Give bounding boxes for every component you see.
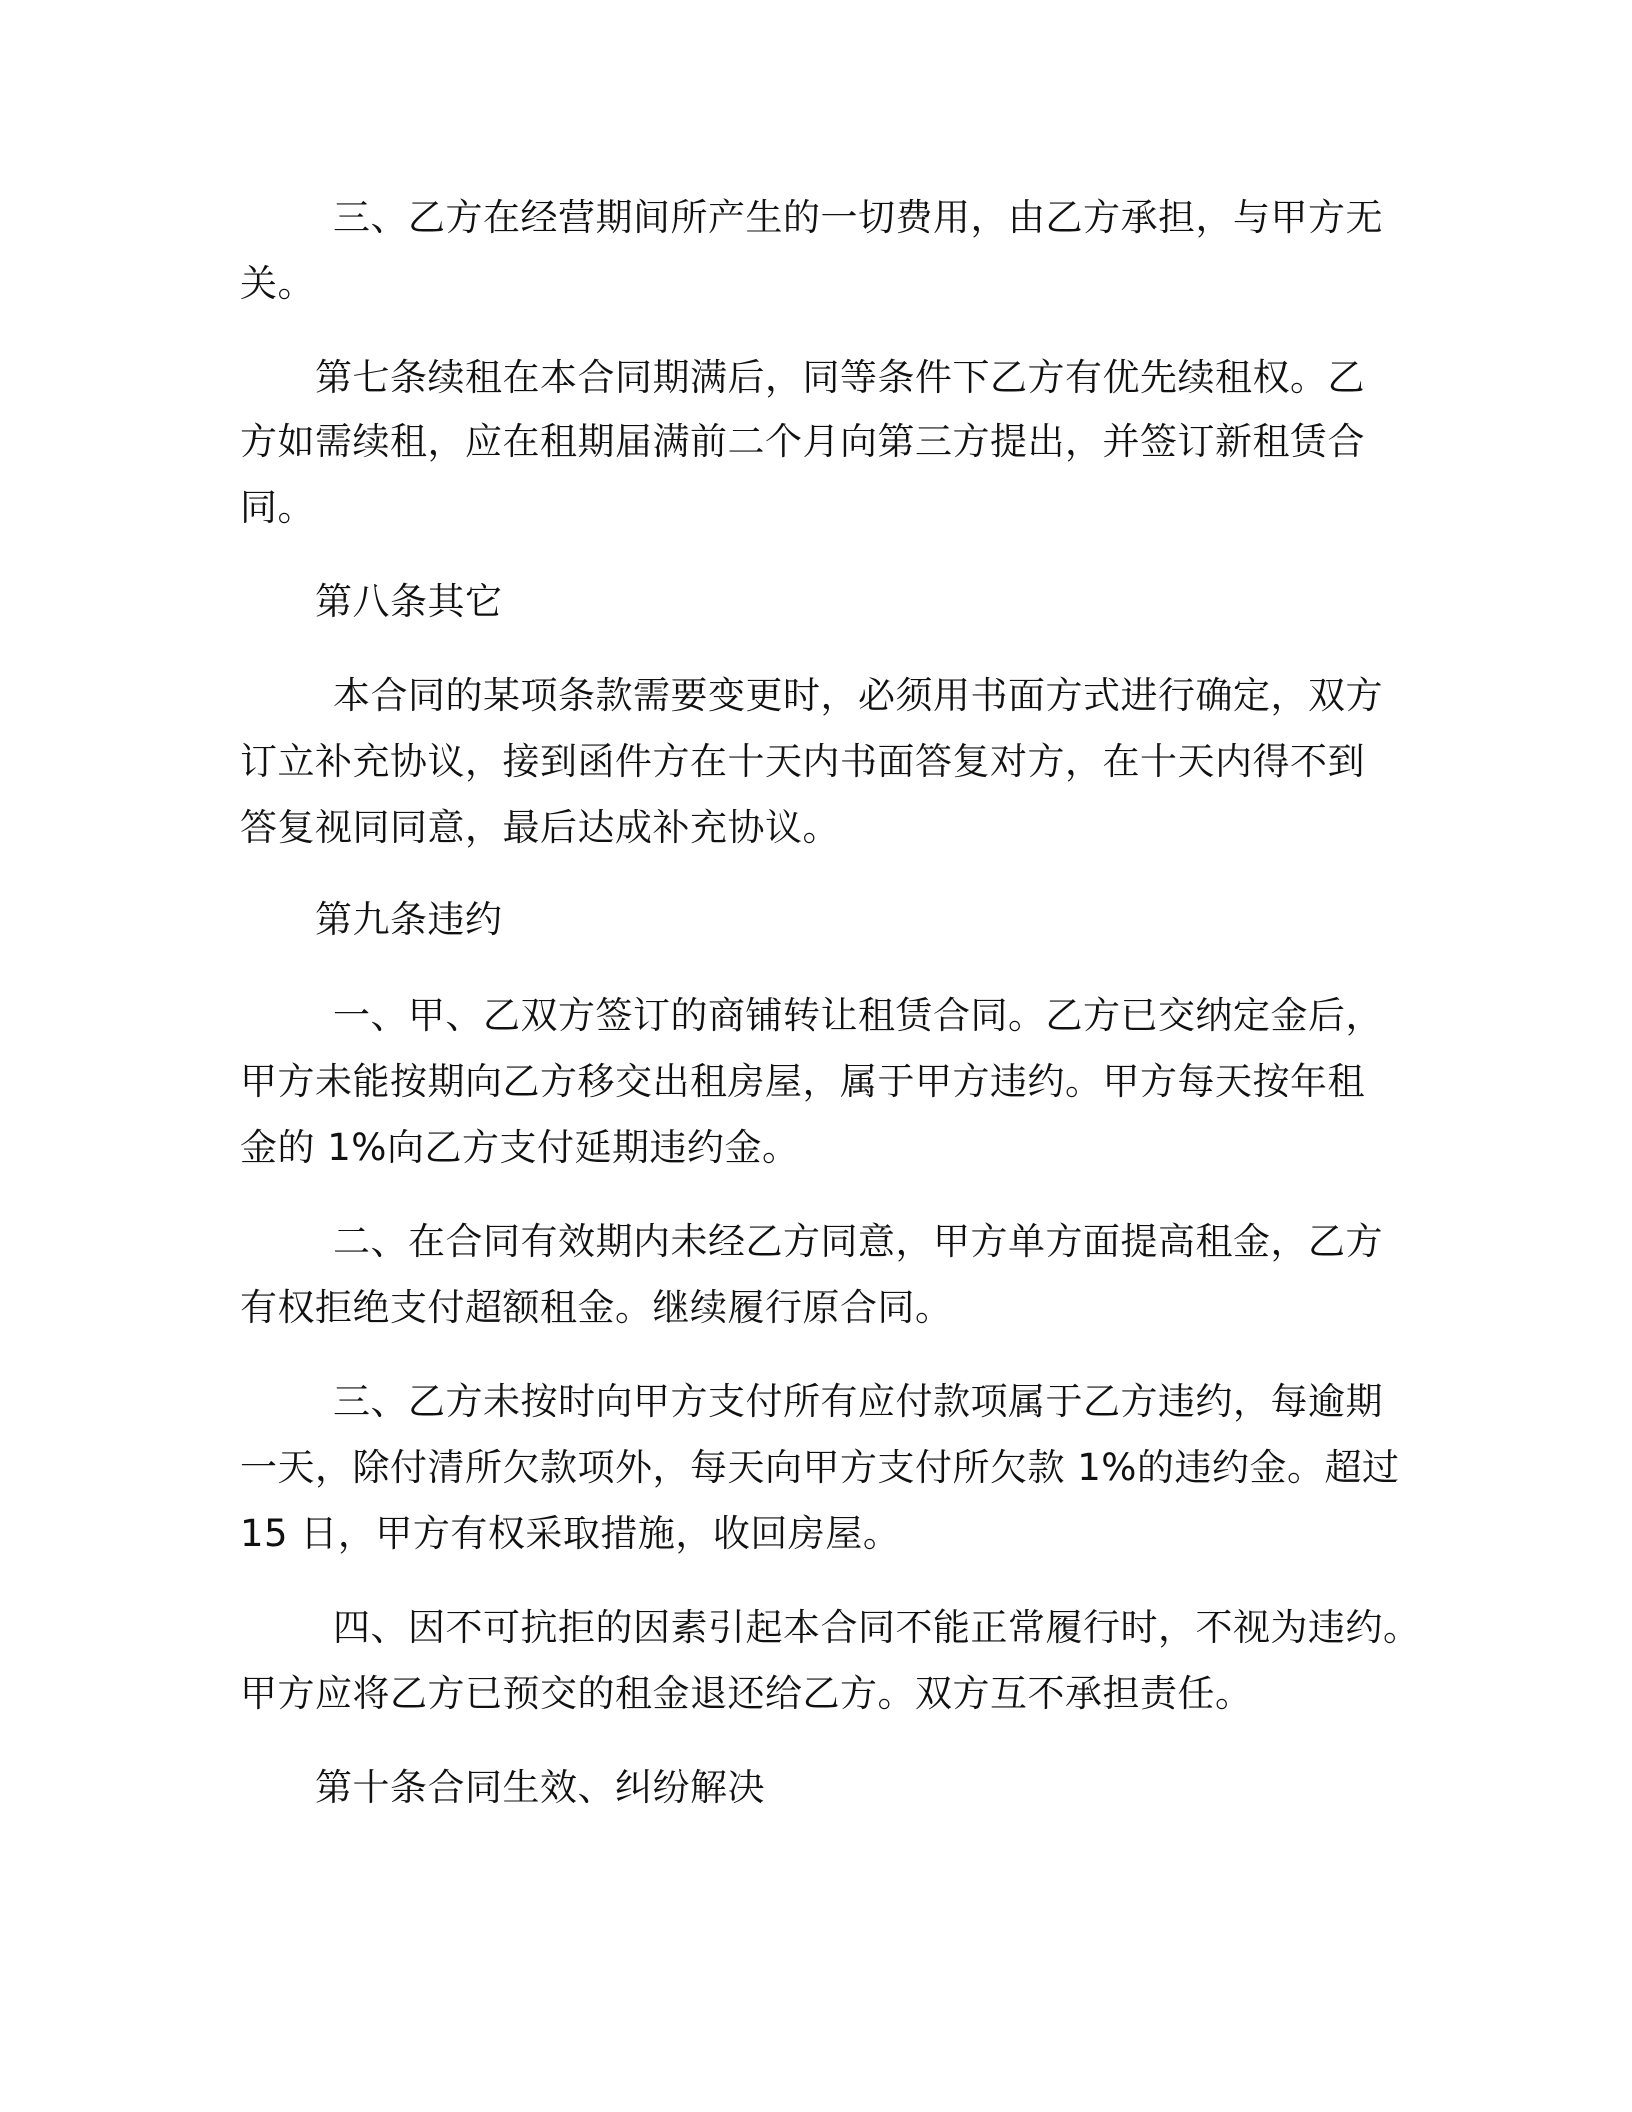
clause-7-line-3: 同。 — [240, 486, 315, 529]
clause-9-item-1-line-2: 甲方未能按期向乙方移交出租房屋，属于甲方违约。甲方每天按年租 — [240, 1060, 1365, 1103]
clause-9-item-3-line-1: 三、乙方未按时向甲方支付所有应付款项属于乙方违约，每逾期 — [333, 1380, 1383, 1423]
clause-9-item-3-line-2: 一天，除付清所欠款项外，每天向甲方支付所欠款 1%的违约金。超过 — [240, 1446, 1400, 1489]
clause-8-body-line-1: 本合同的某项条款需要变更时，必须用书面方式进行确定，双方 — [333, 674, 1383, 717]
clause-9-item-4-line-2: 甲方应将乙方已预交的租金退还给乙方。双方互不承担责任。 — [240, 1672, 1253, 1715]
clause-9-item-3-line-3: 15 日，甲方有权采取措施，收回房屋。 — [240, 1512, 901, 1555]
clause-9-item-1-line-1: 一、甲、乙双方签订的商铺转让租赁合同。乙方已交纳定金后， — [333, 994, 1383, 1037]
clause-8-body-line-3: 答复视同同意，最后达成补充协议。 — [240, 806, 840, 849]
clause-8-body-line-2: 订立补充协议，接到函件方在十天内书面答复对方，在十天内得不到 — [240, 740, 1365, 783]
clause-6-item-3-line-1: 三、乙方在经营期间所产生的一切费用，由乙方承担，与甲方无 — [333, 196, 1383, 239]
clause-7-line-2: 方如需续租，应在租期届满前二个月向第三方提出，并签订新租赁合 — [240, 420, 1365, 463]
clause-9-item-2-line-2: 有权拒绝支付超额租金。继续履行原合同。 — [240, 1286, 953, 1329]
clause-9-item-2-line-1: 二、在合同有效期内未经乙方同意，甲方单方面提高租金，乙方 — [333, 1220, 1383, 1263]
clause-9-item-1-line-3: 金的 1%向乙方支付延期违约金。 — [240, 1126, 800, 1169]
clause-10-heading: 第十条合同生效、纠纷解决 — [315, 1766, 765, 1809]
clause-8-heading: 第八条其它 — [315, 580, 503, 623]
clause-6-item-3-line-2: 关。 — [240, 262, 315, 305]
clause-7-line-1: 第七条续租在本合同期满后，同等条件下乙方有优先续租权。乙 — [315, 356, 1365, 399]
clause-9-item-4-line-1: 四、因不可抗拒的因素引起本合同不能正常履行时，不视为违约。 — [333, 1606, 1421, 1649]
clause-9-heading: 第九条违约 — [315, 898, 503, 941]
